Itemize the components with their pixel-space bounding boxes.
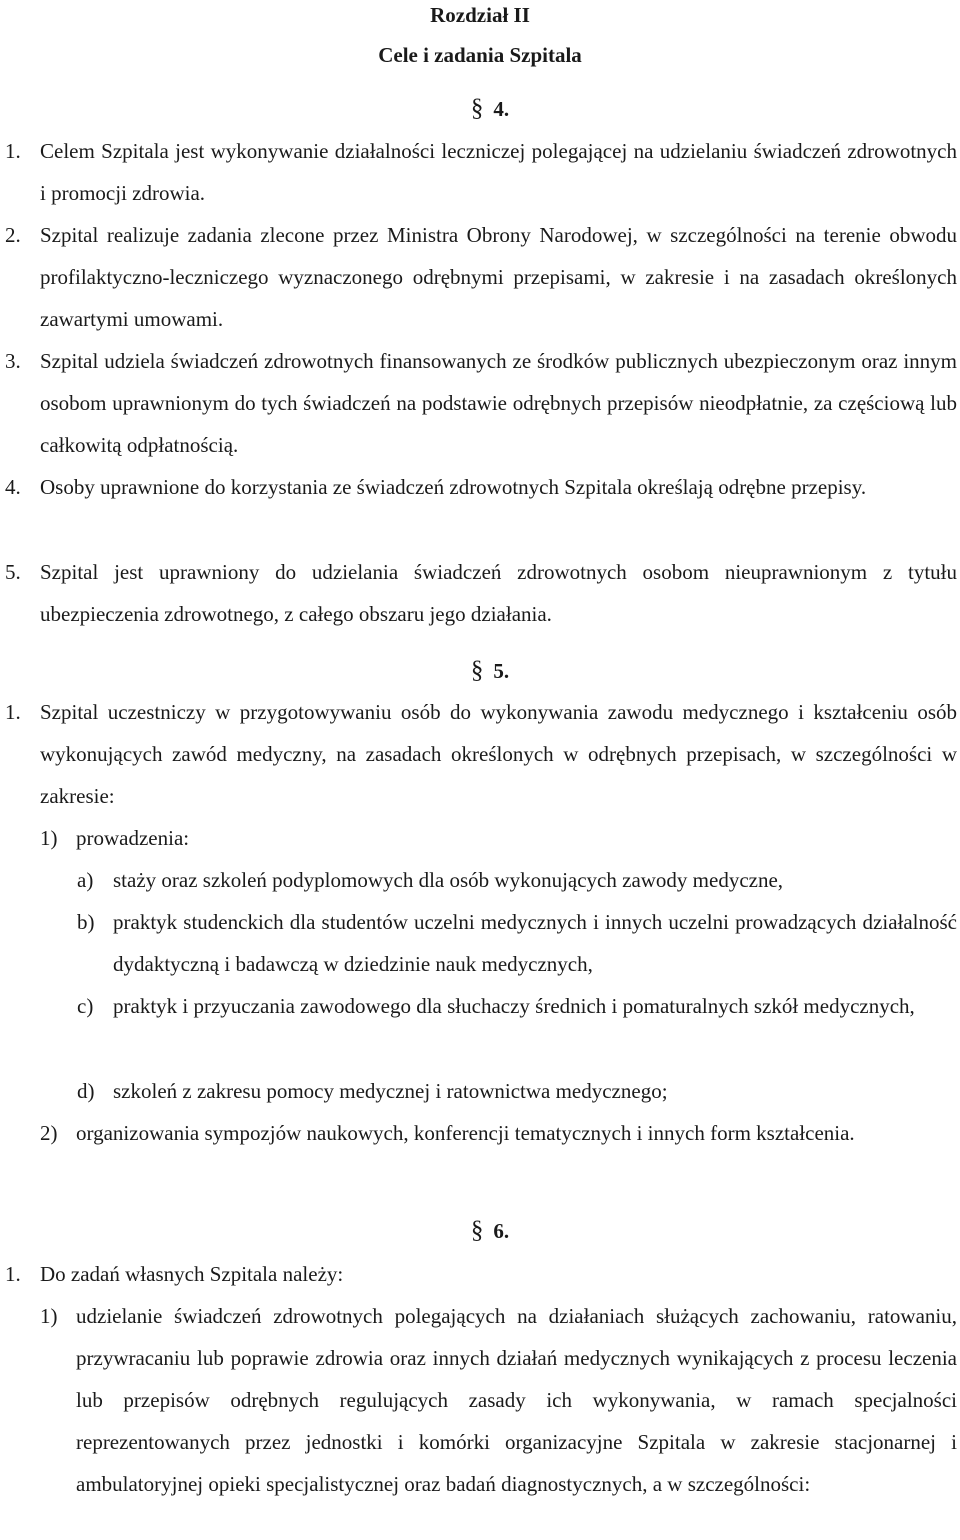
subitem-text: praktyk i przyuczania zawodowego dla słuchaczy średnich i pomaturalnych szkół medycznych, [113,994,915,1018]
s4-item-1 [5,130,957,214]
subitem-number: 2) [40,1121,58,1145]
subitem-letter: d) [77,1079,95,1103]
section-symbol: § [470,1217,484,1244]
section-number: 6. [493,1219,510,1243]
s4-item-3 [5,340,957,466]
item-number: 4. [5,475,21,499]
subitem-text: staży oraz szkoleń podyplomowych dla osób wykonujących zawody medyczne, [113,868,784,892]
item-number: 1. [5,139,21,163]
s5-subitem-a [77,859,957,901]
item-number: 5. [5,560,21,584]
subitem-number: 1) [40,1304,58,1328]
s5-subitem-1 [40,817,957,859]
section-symbol: § [470,657,484,684]
item-number: 2. [5,223,21,247]
section-4-heading [10,94,960,124]
section-number: 5. [493,659,510,683]
item-text: Celem Szpitala jest wykonywanie działalności leczniczej polegającej na udzielaniu świadczeń zdrowotnych i promocji zdrowia. [40,139,957,205]
item-text: Szpital jest uprawniony do udzielania świadczeń zdrowotnych osobom nieuprawnionym z tytułu ubezpieczenia zdrowotnego, z całego obszaru jego działania. [40,560,957,626]
item-text: Szpital uczestniczy w przygotowywaniu osób do wykonywania zawodu medycznego i kształceniu osób wykonujących zawód medyczny, na zasadach określonych w odrębnych przepisach, w szczególności w zakresie: [40,700,957,808]
s4-item-5 [5,551,957,635]
subitem-number: 1) [40,826,58,850]
chapter-title: Rozdział II [430,3,530,27]
item-number: 3. [5,349,21,373]
section-symbol: § [470,95,484,122]
section-number: 4. [493,97,510,121]
subitem-text: udzielanie świadczeń zdrowotnych polegających na działaniach służących zachowaniu, ratowaniu, przywracaniu lub poprawie zdrowia oraz innych działań medycznych wynikających z procesu leczenia lub przepisów odrębnych regulujących zasady ich wykonywania, w ramach specjalności reprezentowanych przez jednostki i komórki organizacyjne Szpitala w zakresie stacjonarnej i ambulatoryjnej opieki specjalistycznej oraz badań diagnostycznych, a w szczególności: [76,1304,957,1496]
subitem-text: organizowania sympozjów naukowych, konferencji tematycznych i innych form kształcenia. [76,1121,855,1145]
item-text: Szpital realizuje zadania zlecone przez Ministra Obrony Narodowej, w szczególności na terenie obwodu profilaktyczno-leczniczego wyznaczonego odrębnymi przepisami, w zakresie i na zasadach określonych zawartymi umowami. [40,223,957,331]
subitem-letter: a) [77,868,94,892]
subitem-letter: c) [77,994,94,1018]
subitem-text: praktyk studenckich dla studentów uczelni medycznych i innych uczelni prowadzących działalność dydaktyczną i badawczą w dziedzinie nauk medycznych, [113,910,957,976]
item-text: Szpital udziela świadczeń zdrowotnych finansowanych ze środków publicznych ubezpieczonym oraz innym osobom uprawnionym do tych świadczeń na podstawie odrębnych przepisów nieodpłatnie, za częściową lub całkowitą odpłatnością. [40,349,957,457]
s6-item-1 [5,1253,957,1295]
chapter-subtitle: Cele i zadania Szpitala [378,43,582,67]
subitem-letter: b) [77,910,95,934]
item-number: 1. [5,1262,21,1286]
subitem-text: prowadzenia: [76,826,190,850]
item-text: Osoby uprawnione do korzystania ze świadczeń zdrowotnych Szpitala określają odrębne przepisy. [40,475,867,499]
s5-item-1 [5,691,957,817]
s5-subitem-d [77,1070,957,1112]
s5-subitem-b [77,901,957,985]
item-text: Do zadań własnych Szpitala należy: [40,1262,344,1286]
section-6-heading [10,1216,960,1246]
subitem-text: szkoleń z zakresu pomocy medycznej i ratownictwa medycznego; [113,1079,668,1103]
s4-item-4 [5,466,957,508]
s6-subitem-1 [40,1295,957,1505]
s4-item-2 [5,214,957,340]
s5-subitem-2 [40,1112,957,1154]
item-number: 1. [5,700,21,724]
s5-subitem-c [77,985,957,1027]
section-5-heading [10,656,960,686]
